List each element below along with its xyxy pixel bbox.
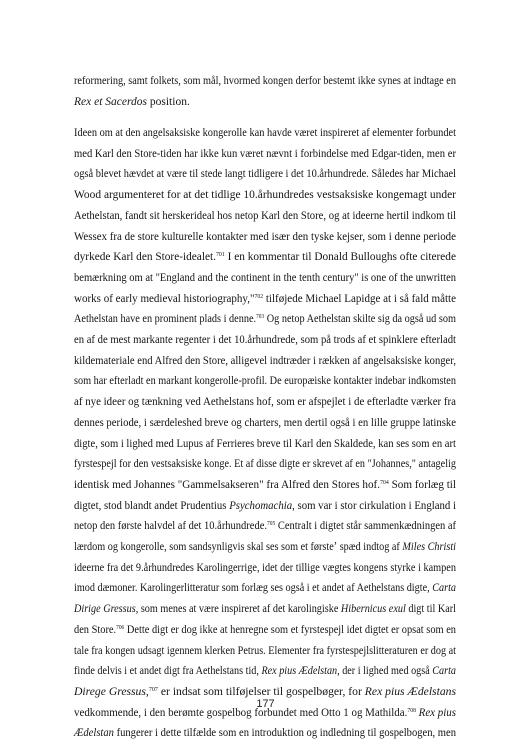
italic-span: Psychomachia xyxy=(229,499,293,512)
text-span: bemærkning om at "England and the continent in the tenth century" is one of the unwritten xyxy=(74,271,457,284)
text-span: kildemateriale end Alfred den Store, alligevel indtræder i rækken af angelsaksiske konger, xyxy=(74,354,457,367)
text-span: netop den første halvdel af det 10.århundrede. xyxy=(74,520,268,533)
italic-span: Carta xyxy=(432,665,456,678)
text-line xyxy=(74,561,456,575)
text-line xyxy=(74,499,456,513)
text-span: af nye ideer og tænkning ved Aethelstans hof, som er afspejlet i de efterladte værker fra xyxy=(74,396,457,409)
text-span: også blevet hævdet at være til stede langt tidligere i det 10.århundrede. Således har Michael xyxy=(74,168,457,181)
text-span: en af de mest markante regenter i det 10.århundrede, som på trods af et spinklere efterladt xyxy=(74,334,456,346)
text-span: digtet, stod blandt andet Prudentius xyxy=(74,499,230,512)
text-line xyxy=(74,147,456,161)
text-line xyxy=(74,602,456,616)
text-span: finde delvis i et andet digt fra Aethelstans tid, xyxy=(74,665,262,678)
text-line xyxy=(74,519,456,533)
text-line xyxy=(74,354,456,368)
text-line xyxy=(74,95,190,109)
text-line xyxy=(74,230,456,244)
text-line xyxy=(74,685,456,699)
italic-span: Rex pius xyxy=(418,706,456,719)
text-line xyxy=(74,271,456,285)
text-span: den Store. xyxy=(74,623,117,636)
text-span: Dette digt er dog ikke at henregne som et fyrstespejl idet digtet er opsat som en xyxy=(124,623,457,636)
text-line xyxy=(74,250,456,264)
text-span: med Karl den Store-tiden har ikke kun været nævnt i forbindelse med Edgar-tiden, men er xyxy=(74,147,456,160)
footnote-ref: 701 xyxy=(215,252,225,259)
footnote-ref: 705 xyxy=(267,521,276,528)
text-span: I en kommentar til Donald Bulloughs ofte citerede xyxy=(224,251,456,264)
text-span: identisk med Johannes "Gammelsakseren" fra Alfred den Stores hof. xyxy=(74,478,381,491)
text-line xyxy=(74,312,456,326)
text-line xyxy=(74,478,456,492)
text-line xyxy=(74,416,456,430)
text-span: reformering, samt folkets, som mål, hvormed kongen derfor bestemt ikke synes at indtage en xyxy=(74,75,457,87)
text-span: Wood argumenteret for at det tidlige 10.århundredes vestsaksiske kongemagt under xyxy=(74,189,456,202)
text-line xyxy=(74,167,456,181)
footnote-ref: 703 xyxy=(256,314,265,321)
text-span: digte, som i lighed med Lupus af Ferrieres breve til Karl den Skaldede, kan ses som en art xyxy=(74,437,456,450)
text-span: tilføjede Michael Lapidge at i så fald måtte xyxy=(263,292,457,305)
italic-span: Dirige Gressus xyxy=(74,603,136,616)
text-line xyxy=(74,395,456,409)
italic-span: Rex et Sacerdos xyxy=(74,95,148,108)
text-line xyxy=(74,374,456,388)
text-span: Og netop Aethelstan skilte sig da også ud som xyxy=(264,313,456,326)
text-span: , som menes at være inspireret af det karolingiske xyxy=(135,603,341,616)
footnote-ref: 704 xyxy=(380,479,389,486)
italic-span: Direge Gressus, xyxy=(74,685,149,698)
footnote-ref: 707 xyxy=(148,686,158,693)
text-span: vedkommende, i den berømte gospelbog forbundet med Otto 1 og Mathilda. xyxy=(74,706,408,719)
text-line xyxy=(74,188,456,202)
text-span: Aethelstan, fandt sit herskerideal hos netop Karl den Store, og at ideerne hertil indkom til xyxy=(74,209,457,222)
text-span: works of early medieval historiography," xyxy=(74,292,255,305)
text-span: imod dæmoner. Karolingerlitteratur som forlæg ses også i et andet af Aethelstans digte, xyxy=(74,582,433,595)
text-span: dyrkede Karl den Store-idealet. xyxy=(74,251,216,264)
text-span: som har efterladt en markant kongerolle-profil. De europæiske kontakter indebar indkomsten xyxy=(74,375,456,388)
text-line xyxy=(74,644,456,658)
text-span: Ideen om at den angelsaksiske kongerolle kan havde været inspireret af elementer forbundet xyxy=(74,127,456,139)
text-span: lærdom og kongerolle, som sandsynligvis skal ses som et førsteʼ spæd indtog af xyxy=(74,541,403,553)
footnote-ref: 702 xyxy=(254,293,264,300)
text-span: fyrstespejl for den vestsaksiske konge. Et af disse digte er skrevet af en "Johannes," antagelig xyxy=(74,458,457,471)
text-span: Som forlæg til xyxy=(388,478,457,491)
text-line xyxy=(74,437,456,451)
text-span: tale fra kongen udsagt igennem klerken Petrus. Elementer fra fyrstespejlslitteraturen er dog at xyxy=(74,644,457,657)
text-span: Centralt i digtet står sammenkædningen af xyxy=(275,520,457,533)
italic-span: Hibernicus exul xyxy=(340,603,406,616)
text-span: digt til Karl xyxy=(405,603,456,616)
text-line xyxy=(74,664,456,678)
text-line xyxy=(74,333,456,347)
text-span: dennes periode, i særdeleshed breve og charters, men dertil også i en lille gruppe latinske xyxy=(74,416,456,429)
italic-span: Carta xyxy=(432,582,456,595)
text-span: ideerne fra det 9.århundredes Karolingerrige, idet der tillige vægtes kongens styrke i kampen xyxy=(74,561,456,574)
text-span: , som var i stor cirkulation i England i xyxy=(292,499,457,512)
page-number: 177 xyxy=(256,698,275,710)
text-line xyxy=(74,126,456,140)
text-line xyxy=(74,726,456,740)
text-span: Aethelstan have en prominent plads i denne. xyxy=(74,313,257,326)
text-line xyxy=(74,540,456,554)
italic-span: Rex pius Ædelstan, xyxy=(261,665,340,678)
text-line xyxy=(74,209,456,223)
text-span: er indsat som tilføjelser til gospelbøger, for xyxy=(157,685,365,698)
text-span: fungerer i dette tilfælde som en introduktion og indledning til gospelbogen, men xyxy=(113,727,457,740)
text-line xyxy=(74,292,456,306)
text-line xyxy=(74,623,456,637)
italic-span: Rex pius Ædelstans xyxy=(364,685,457,698)
italic-span: Miles Christi xyxy=(402,541,457,553)
footnote-ref: 706 xyxy=(116,624,125,631)
text-span: Wessex fra de store kulturelle kontakter med især den tyske kejser, som i denne periode xyxy=(74,230,456,243)
footnote-ref: 708 xyxy=(407,707,416,714)
text-span: position. xyxy=(147,95,190,108)
italic-span: Ædelstan xyxy=(74,727,114,740)
text-line xyxy=(74,457,456,471)
text-line xyxy=(74,74,456,88)
text-span: der i lighed med også xyxy=(339,665,433,678)
text-line xyxy=(74,581,456,595)
